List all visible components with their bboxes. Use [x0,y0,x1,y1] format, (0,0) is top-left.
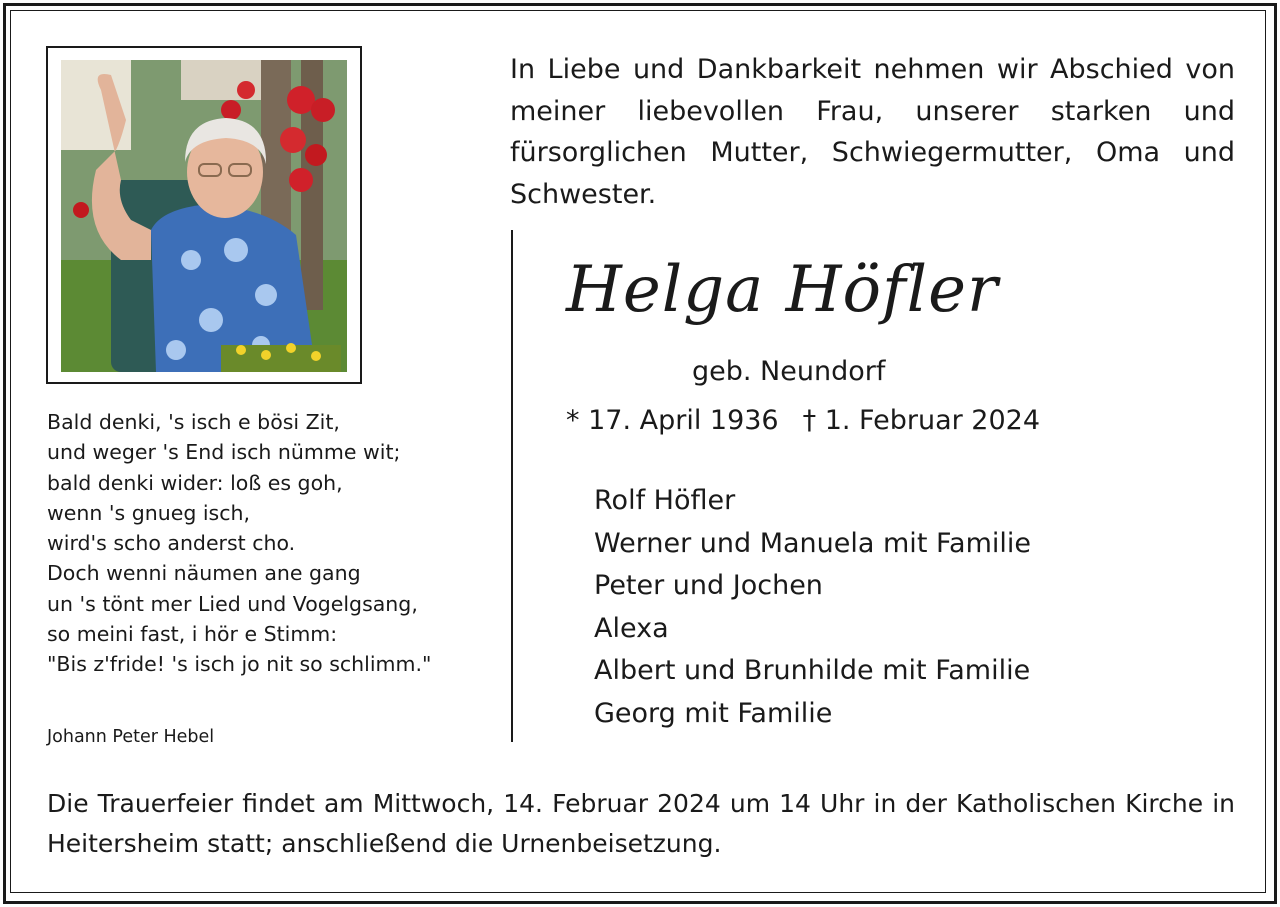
poem-line: wenn 's gnueg isch, [47,500,251,525]
mourners-list [594,480,1031,735]
portrait-illustration [61,60,347,372]
intro-text: In Liebe und Dankbarkeit nehmen wir Abschied von meiner liebevollen Frau, unserer starken und fürsorglichen Mutter, Schwiegermutter, Oma und Schwester. [510,54,1235,210]
poem-line: Bald denki, 's isch e bösi Zit, [47,410,340,434]
portrait-photo [61,60,347,372]
life-dates [566,403,1040,439]
deceased-name: Helga Höfler [566,253,999,327]
poem-line: Doch wenni näumen ane gang [47,561,361,586]
mourner-item: Alexa [594,612,669,644]
poem-line: so meini fast, i hör e Stimm: [47,622,338,647]
mourner-item: Rolf Höfler [594,485,736,516]
mourner-item: Georg mit Familie [594,697,833,729]
vertical-divider [511,230,513,742]
poem [47,407,431,680]
maiden-name: geb. Neundorf [692,356,886,387]
poem-line: wird's scho anderst cho. [47,531,296,556]
photo-frame [46,46,362,384]
birth-date: * 17. April 1936 [566,405,779,436]
poem-line: und weger 's End isch nümme wit; [47,440,401,465]
poem-author: Johann Peter Hebel [47,727,215,747]
poem-line: bald denki wider: loß es goh, [47,470,343,495]
mourner-item: Albert und Brunhilde mit Familie [594,655,1031,686]
poem-line: un 's tönt mer Lied und Vogelgsang, [47,591,418,616]
poem-line: "Bis z'fride! 's isch jo nit so schlimm." [47,652,432,677]
mourner-item: Peter und Jochen [594,570,823,601]
service-announcement: Die Trauerfeier findet am Mittwoch, 14. Februar 2024 um 14 Uhr in der Katholischen Kirche in Heitersheim statt; anschließend die Urnenbeisetzung. [47,789,1235,858]
death-date: † 1. Februar 2024 [802,405,1041,436]
mourner-item: Werner und Manuela mit Familie [594,527,1031,559]
